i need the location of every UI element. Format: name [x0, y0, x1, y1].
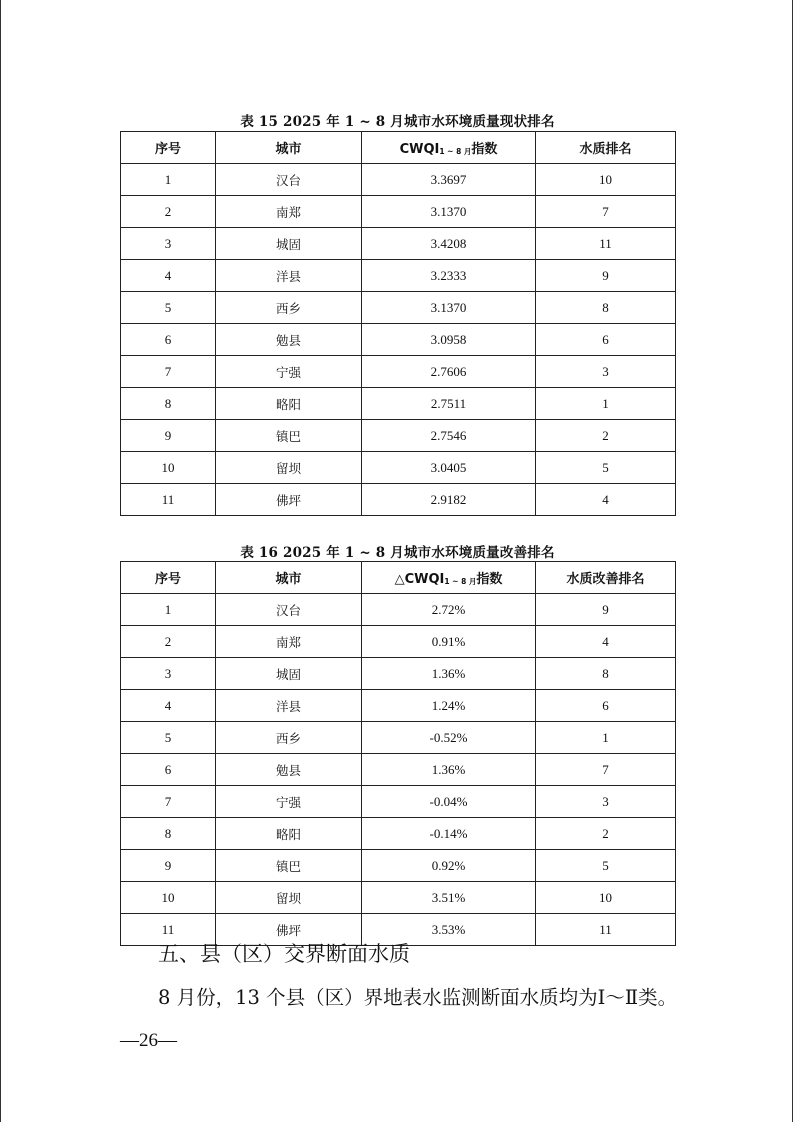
cell-city: 宁强: [216, 356, 362, 388]
cell-rank: 1: [536, 388, 676, 420]
table15-header-index-main: CWQI: [399, 142, 440, 157]
cell-index: 3.0958: [362, 324, 536, 356]
table-row: [121, 658, 676, 690]
cell-index: 2.9182: [362, 484, 536, 516]
table16-header-index-sub: 1 ~ 8 月: [444, 577, 477, 586]
cell-index: 2.7546: [362, 420, 536, 452]
table-row: [121, 292, 676, 324]
cell-city: 略阳: [216, 388, 362, 420]
cell-index: 3.53%: [362, 914, 536, 946]
table-row: [121, 420, 676, 452]
table-row: [121, 818, 676, 850]
cell-index: -0.14%: [362, 818, 536, 850]
table-row: [121, 324, 676, 356]
cell-index: -0.04%: [362, 786, 536, 818]
cell-city: 留坝: [216, 452, 362, 484]
cell-rank: 8: [536, 292, 676, 324]
table16-caption: 表 16 2025 年 1 ~ 8 月城市水环境质量改善排名: [240, 545, 555, 561]
cell-rank: 5: [536, 452, 676, 484]
cell-no: 11: [121, 914, 216, 946]
table16-header-row: [121, 562, 676, 594]
table-row: [121, 164, 676, 196]
table-row: [121, 882, 676, 914]
table16-header-rank: 水质改善排名: [536, 562, 676, 594]
cell-index: 2.72%: [362, 594, 536, 626]
cell-rank: 10: [536, 164, 676, 196]
cell-no: 7: [121, 786, 216, 818]
table16-header-index-main: △CWQI: [394, 572, 445, 587]
table16-header-no: 序号: [121, 562, 216, 594]
cell-index: 3.51%: [362, 882, 536, 914]
cell-index: 3.0405: [362, 452, 536, 484]
table-row: [121, 484, 676, 516]
table-row: [121, 850, 676, 882]
table15-header-row: [121, 132, 676, 164]
cell-no: 3: [121, 658, 216, 690]
cell-index: 2.7606: [362, 356, 536, 388]
table-row: [121, 786, 676, 818]
cell-city: 城固: [216, 658, 362, 690]
table16-header-index: [362, 562, 536, 594]
cell-city: 镇巴: [216, 850, 362, 882]
cell-index: -0.52%: [362, 722, 536, 754]
cell-city: 南郑: [216, 196, 362, 228]
cell-city: 留坝: [216, 882, 362, 914]
cell-city: 佛坪: [216, 914, 362, 946]
cell-rank: 7: [536, 754, 676, 786]
cell-no: 1: [121, 164, 216, 196]
page-number: —26—: [120, 1030, 177, 1051]
table16: [120, 561, 676, 946]
cell-no: 11: [121, 484, 216, 516]
table-row: [121, 754, 676, 786]
cell-rank: 2: [536, 420, 676, 452]
cell-rank: 1: [536, 722, 676, 754]
cell-no: 4: [121, 690, 216, 722]
table-row: [121, 260, 676, 292]
table15-header-city: 城市: [216, 132, 362, 164]
cell-city: 勉县: [216, 754, 362, 786]
cell-rank: 9: [536, 594, 676, 626]
cell-city: 南郑: [216, 626, 362, 658]
table-row: [121, 388, 676, 420]
cell-city: 略阳: [216, 818, 362, 850]
table15-header-no: 序号: [121, 132, 216, 164]
table-row: [121, 626, 676, 658]
cell-city: 汉台: [216, 594, 362, 626]
cell-index: 1.24%: [362, 690, 536, 722]
cell-rank: 7: [536, 196, 676, 228]
cell-city: 西乡: [216, 292, 362, 324]
cell-no: 1: [121, 594, 216, 626]
cell-no: 10: [121, 452, 216, 484]
cell-no: 2: [121, 626, 216, 658]
page-border-left: [0, 0, 1, 1122]
table15-header-index-sub: 1 ~ 8 月: [439, 147, 472, 156]
cell-city: 勉县: [216, 324, 362, 356]
cell-rank: 2: [536, 818, 676, 850]
table16-header-city: 城市: [216, 562, 362, 594]
table16-body: [121, 594, 676, 946]
cell-index: 3.1370: [362, 292, 536, 324]
cell-no: 4: [121, 260, 216, 292]
table-row: [121, 452, 676, 484]
cell-no: 7: [121, 356, 216, 388]
cell-city: 洋县: [216, 260, 362, 292]
cell-no: 5: [121, 292, 216, 324]
cell-index: 0.92%: [362, 850, 536, 882]
table15: [120, 131, 676, 516]
cell-no: 10: [121, 882, 216, 914]
cell-rank: 6: [536, 324, 676, 356]
table16-header-index-tail: 指数: [476, 572, 503, 587]
cell-index: 1.36%: [362, 754, 536, 786]
cell-index: 3.3697: [362, 164, 536, 196]
table-row: [121, 690, 676, 722]
cell-rank: 10: [536, 882, 676, 914]
cell-city: 汉台: [216, 164, 362, 196]
cell-no: 9: [121, 420, 216, 452]
cell-rank: 6: [536, 690, 676, 722]
cell-city: 西乡: [216, 722, 362, 754]
section-title: 五、县（区）交界断面水质: [158, 942, 410, 966]
cell-no: 8: [121, 388, 216, 420]
cell-rank: 3: [536, 356, 676, 388]
table-row: [121, 228, 676, 260]
cell-no: 6: [121, 754, 216, 786]
cell-city: 镇巴: [216, 420, 362, 452]
cell-rank: 3: [536, 786, 676, 818]
cell-index: 3.2333: [362, 260, 536, 292]
cell-no: 9: [121, 850, 216, 882]
table15-header-index-tail: 指数: [471, 142, 498, 157]
cell-rank: 4: [536, 626, 676, 658]
section-paragraph: 8 月份，13 个县（区）界地表水监测断面水质均为Ⅰ～Ⅱ类。: [158, 986, 678, 1009]
cell-no: 6: [121, 324, 216, 356]
cell-rank: 11: [536, 914, 676, 946]
cell-rank: 9: [536, 260, 676, 292]
cell-index: 2.7511: [362, 388, 536, 420]
cell-index: 1.36%: [362, 658, 536, 690]
cell-no: 8: [121, 818, 216, 850]
cell-city: 洋县: [216, 690, 362, 722]
cell-city: 城固: [216, 228, 362, 260]
table-row: [121, 722, 676, 754]
table15-body: [121, 164, 676, 516]
table-row: [121, 356, 676, 388]
table15-caption: 表 15 2025 年 1 ~ 8 月城市水环境质量现状排名: [240, 114, 555, 130]
table-row: [121, 196, 676, 228]
table-row: [121, 594, 676, 626]
cell-index: 3.1370: [362, 196, 536, 228]
cell-rank: 11: [536, 228, 676, 260]
cell-rank: 8: [536, 658, 676, 690]
cell-no: 5: [121, 722, 216, 754]
cell-index: 3.4208: [362, 228, 536, 260]
cell-rank: 4: [536, 484, 676, 516]
cell-rank: 5: [536, 850, 676, 882]
cell-no: 3: [121, 228, 216, 260]
table15-header-index: [362, 132, 536, 164]
table15-header-rank: 水质排名: [536, 132, 676, 164]
cell-city: 佛坪: [216, 484, 362, 516]
cell-no: 2: [121, 196, 216, 228]
cell-city: 宁强: [216, 786, 362, 818]
cell-index: 0.91%: [362, 626, 536, 658]
